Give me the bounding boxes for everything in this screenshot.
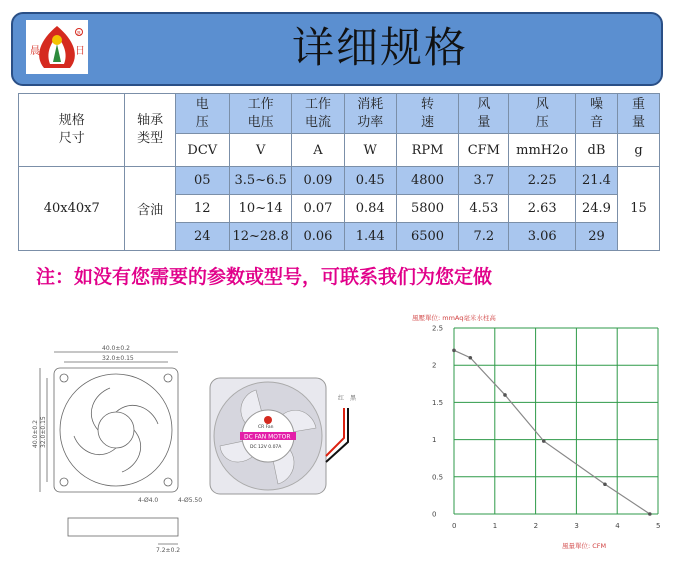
svg-text:日: 日 [75,46,85,57]
svg-text:晨: 晨 [30,46,40,57]
unit-cell: V [229,134,291,167]
table-cell: 21.4 [575,167,617,195]
y-tick-label: 1.5 [432,398,444,407]
fan-photo [210,378,357,494]
dim-height-label: 40.0±0.2 [32,420,39,448]
table-cell: 05 [175,167,229,195]
col-header-noise: 噪 音 [575,94,617,134]
dim-inner-v-label: 32.0±0.15 [40,416,47,448]
y-tick-label: 2.5 [432,324,444,333]
x-tick-label: 0 [452,522,457,530]
unit-cell: g [617,134,659,167]
chart-xlabel: 風量單位: CFM [562,542,607,550]
weight-cell: 15 [617,167,659,251]
table-cell: 12~28.8 [229,223,291,251]
dim-inner-label: 32.0±0.15 [102,355,134,362]
dim-hole2-label: 4-Ø5.50 [178,497,203,504]
svg-text:R: R [77,30,81,37]
fan-dimension-drawing [32,338,372,568]
data-point [603,482,607,486]
unit-cell: mmH2o [509,134,576,167]
table-cell: 5800 [396,195,458,223]
y-tick-label: 0.5 [432,473,444,482]
col-header-voltage: 电 压 [175,94,229,134]
svg-text:红: 红 [338,395,345,402]
table-cell: 0.06 [292,223,344,251]
table-cell: 0.45 [344,167,396,195]
col-header-airflow: 风 量 [459,94,509,134]
data-point [648,512,652,516]
svg-text:CR Fan: CR Fan [258,425,274,430]
table-cell: 0.84 [344,195,396,223]
data-point [503,393,507,397]
table-cell: 12 [175,195,229,223]
x-tick-label: 3 [574,522,579,530]
y-tick-label: 0 [432,510,437,519]
col-header-working-voltage: 工作 电压 [229,94,291,134]
table-cell: 29 [575,223,617,251]
data-point [542,439,546,443]
y-tick-label: 1 [432,436,437,445]
table-cell: 4.53 [459,195,509,223]
col-header-power: 消耗 功率 [344,94,396,134]
x-tick-label: 4 [615,522,620,530]
table-cell: 1.44 [344,223,396,251]
custom-order-notice: 注：如没有您需要的参数或型号，可联系我们为您定做 [36,266,493,288]
unit-cell: dB [575,134,617,167]
unit-cell: DCV [175,134,229,167]
unit-cell: CFM [459,134,509,167]
size-cell: 40x40x7 [19,167,125,251]
unit-cell: W [344,134,396,167]
chart-ylabel: 風壓單位: mmAq毫米水柱高 [412,314,496,322]
x-tick-label: 1 [492,522,498,530]
table-cell: 7.2 [459,223,509,251]
table-cell: 24 [175,223,229,251]
data-point [469,356,473,360]
table-cell: 2.63 [509,195,576,223]
table-cell: 3.06 [509,223,576,251]
bearing-cell: 含油 [125,167,175,251]
table-cell: 4800 [396,167,458,195]
unit-cell: RPM [396,134,458,167]
y-tick-label: 2 [432,361,437,370]
svg-text:DC 12V 0.07A: DC 12V 0.07A [250,445,282,450]
table-cell: 0.07 [292,195,344,223]
dim-hole-label: 4-Ø4.0 [138,497,159,504]
col-header-size: 规格 尺寸 [19,94,125,167]
x-tick-label: 2 [533,522,539,530]
table-cell: 3.5~6.5 [229,167,291,195]
table-cell: 2.25 [509,167,576,195]
table-cell: 0.09 [292,167,344,195]
dim-thick-label: 7.2±0.2 [156,547,181,554]
spec-table [18,93,660,251]
x-tick-label: 5 [656,522,661,530]
table-cell: 24.9 [575,195,617,223]
table-cell: 10~14 [229,195,291,223]
svg-text:DC FAN MOTOR: DC FAN MOTOR [244,433,291,441]
data-point [452,349,456,353]
table-cell: 6500 [396,223,458,251]
unit-cell: A [292,134,344,167]
dim-width-label: 40.0±0.2 [102,345,130,352]
page-title: 详细规格 [291,23,468,72]
col-header-current: 工作 电流 [292,94,344,134]
pq-curve-chart [386,302,674,564]
pq-curve-line [454,350,650,514]
company-logo [26,20,88,74]
col-header-weight: 重 量 [617,94,659,134]
col-header-bearing: 轴承 类型 [125,94,175,167]
svg-text:黑: 黑 [350,395,357,402]
col-header-speed: 转 速 [396,94,458,134]
col-header-pressure: 风 压 [509,94,576,134]
table-cell: 3.7 [459,167,509,195]
